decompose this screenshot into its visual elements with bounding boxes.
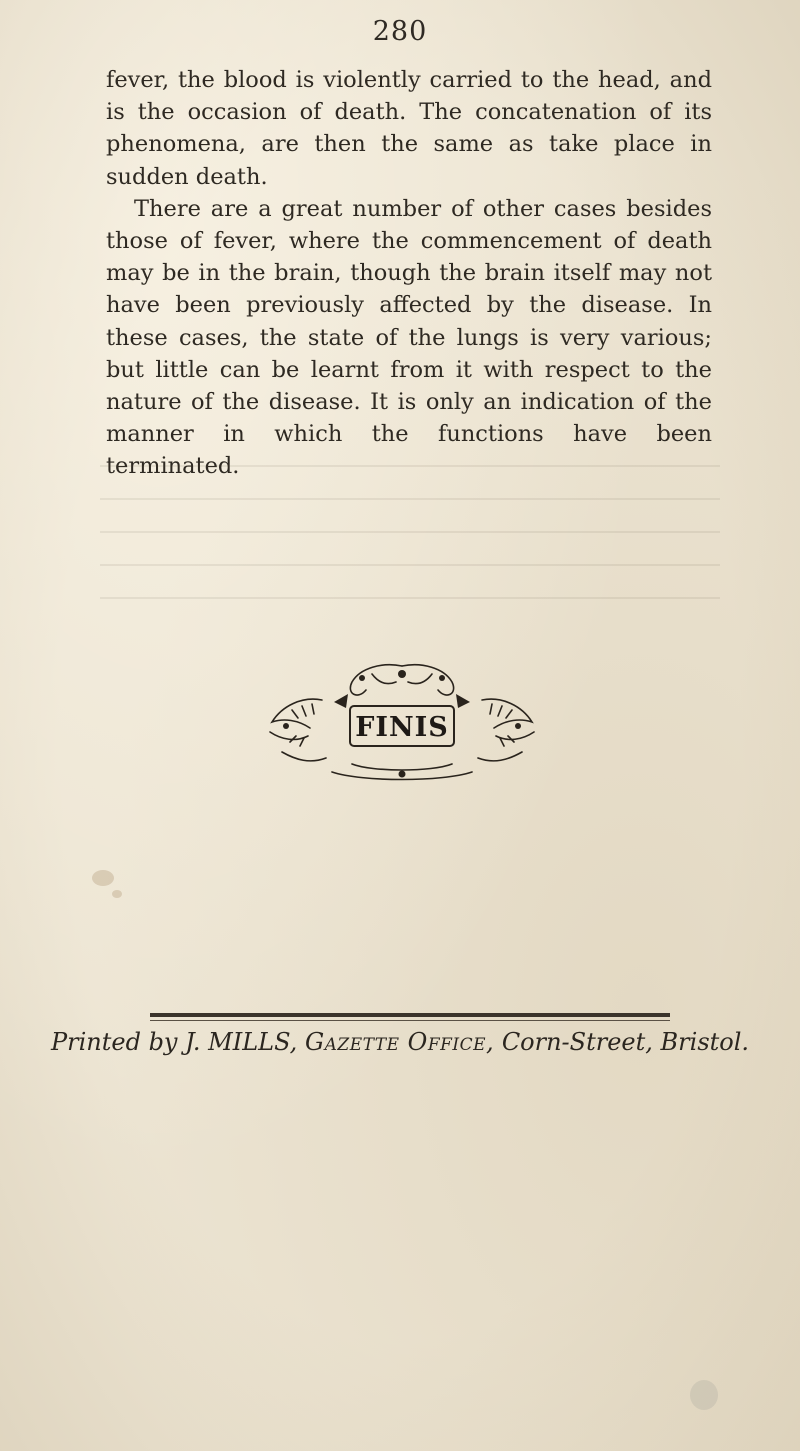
imprint-location: Corn-Street, Bristol. (501, 1028, 750, 1056)
show-through-text (100, 465, 720, 635)
finis-label: FINIS (355, 712, 449, 743)
paper-stain (112, 890, 122, 898)
paragraph-1: fever, the blood is violently carried to the head, and is the occasion of death. The concatenation of its phenomena, are then the same as take place in sudden death. (106, 67, 712, 190)
body-text (106, 64, 712, 483)
imprint-printer: J. MILLS, (185, 1028, 298, 1056)
imprint-office: Gazette Office, (304, 1028, 495, 1056)
imprint-prefix: Printed by (50, 1028, 178, 1056)
imprint-rule (150, 1013, 670, 1017)
printer-imprint (0, 1028, 800, 1056)
imprint-rule-thin (150, 1020, 670, 1021)
page-number: 280 (372, 16, 428, 47)
paper-stain (92, 870, 114, 886)
paper-stain (690, 1380, 718, 1410)
finis-ornament (262, 660, 542, 785)
paragraph-2: There are a great number of other cases besides those of fever, where the commencement of death may be in the brain, though the brain itself may not have been previously affected by the disease. In these cases, the state of the lungs is very various; but little can be learnt from it with respect to the nature of the disease. It is only an indication of the manner in which the functions have been terminated. (106, 195, 712, 480)
